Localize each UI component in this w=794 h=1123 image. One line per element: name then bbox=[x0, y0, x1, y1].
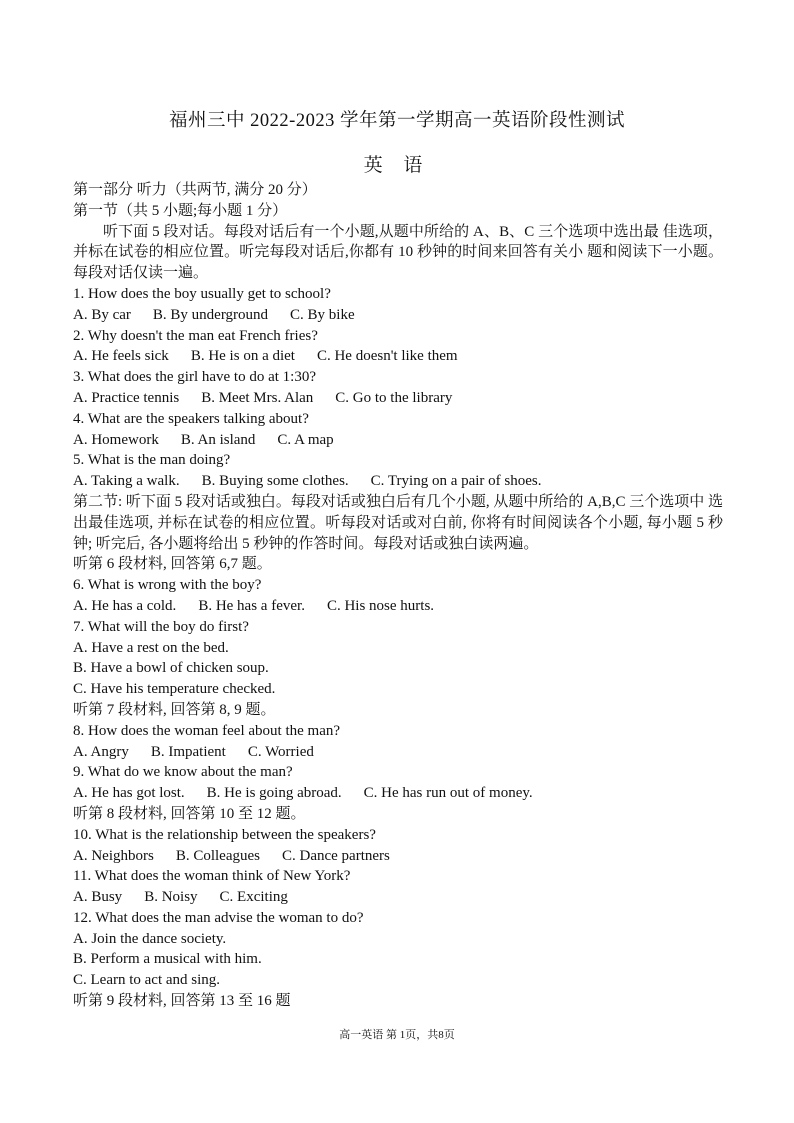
question-options bbox=[73, 783, 723, 804]
question-stem: 7. What will the boy do first? bbox=[73, 618, 249, 635]
question-options bbox=[73, 742, 723, 763]
listening-material-heading: 听第 6 段材料, 回答第 6,7 题。 bbox=[73, 556, 272, 573]
question-stem: 2. Why doesn't the man eat French fries? bbox=[73, 327, 318, 344]
section1-instructions: 听下面 5 段对话。每段对话后有一个小题,从题中所给的 A、B、C 三个选项中选出最 佳选项，并标在试卷的相应位置。听完每段对话后,你都有 10 秒钟的时间来回答有关小 题和阅读下一小题。每段对话仅读一遍。 bbox=[73, 223, 723, 282]
question-stem: 6. What is wrong with the boy? bbox=[73, 577, 262, 594]
option-b: B. Buying some clothes. bbox=[201, 473, 349, 490]
question-options bbox=[73, 305, 723, 326]
option-b: B. Perform a musical with him. bbox=[73, 951, 262, 968]
option-a: A. Angry bbox=[73, 743, 129, 760]
section1-heading: 第一节（共 5 小题;每小题 1 分） bbox=[73, 202, 288, 219]
question-stem: 5. What is the man doing? bbox=[73, 452, 231, 469]
listening-material-heading: 听第 8 段材料, 回答第 10 至 12 题。 bbox=[73, 805, 306, 822]
question-options bbox=[73, 846, 723, 867]
option-b: B. An island bbox=[180, 431, 256, 448]
option-a: A. Busy bbox=[73, 889, 123, 906]
option-c: C. Dance partners bbox=[281, 847, 390, 864]
option-a: A. Have a rest on the bed. bbox=[73, 639, 229, 656]
listening-material-heading: 听第 9 段材料, 回答第 13 至 16 题 bbox=[73, 993, 291, 1010]
question-stem: 1. How does the boy usually get to school? bbox=[73, 285, 331, 302]
option-a: A. He has got lost. bbox=[73, 785, 185, 802]
option-b: B. Meet Mrs. Alan bbox=[201, 389, 314, 406]
option-c: C. Exciting bbox=[219, 889, 288, 906]
question-stem: 12. What does the man advise the woman to do? bbox=[73, 909, 364, 926]
question-stem: 3. What does the girl have to do at 1:30? bbox=[73, 369, 316, 386]
option-b: B. Colleagues bbox=[175, 847, 260, 864]
question-options bbox=[73, 388, 723, 409]
option-a: A. He feels sick bbox=[73, 348, 169, 365]
option-a: A. Join the dance society. bbox=[73, 930, 227, 947]
option-c: C. Worried bbox=[247, 743, 314, 760]
option-b: B. He is on a diet bbox=[190, 348, 295, 365]
question-options bbox=[73, 887, 723, 908]
option-c: C. By bike bbox=[290, 306, 355, 323]
option-b: B. Impatient bbox=[150, 743, 226, 760]
exam-body bbox=[73, 180, 723, 1012]
question-stem: 8. How does the woman feel about the man? bbox=[73, 722, 341, 739]
option-b: B. Noisy bbox=[144, 889, 198, 906]
question-options bbox=[73, 471, 723, 492]
option-c: C. Trying on a pair of shoes. bbox=[370, 473, 542, 490]
option-b: B. He has a fever. bbox=[198, 597, 305, 614]
question-stem: 9. What do we know about the man? bbox=[73, 764, 293, 781]
option-c: C. His nose hurts. bbox=[326, 597, 435, 614]
exam-title: 福州三中 2022-2023 学年第一学期高一英语阶段性测试 bbox=[169, 111, 625, 131]
part1-heading: 第一部分 听力（共两节, 满分 20 分） bbox=[73, 182, 317, 198]
subject-title: 英 语 bbox=[363, 155, 431, 176]
listening-material-heading: 听第 7 段材料, 回答第 8, 9 题。 bbox=[73, 701, 276, 718]
question-options bbox=[73, 596, 723, 617]
question-stem: 10. What is the relationship between the speakers? bbox=[73, 826, 376, 843]
option-a: A. Neighbors bbox=[73, 847, 154, 864]
option-c: C. He has run out of money. bbox=[363, 785, 533, 802]
page-footer: 高一英语 第 1页，共8页 bbox=[339, 1029, 455, 1041]
question-options bbox=[73, 346, 723, 367]
question-stem: 11. What does the woman think of New York? bbox=[73, 868, 351, 885]
option-b: B. By underground bbox=[152, 306, 269, 323]
option-c: C. Learn to act and sing. bbox=[73, 972, 221, 989]
option-a: A. Practice tennis bbox=[73, 389, 180, 406]
question-stem: 4. What are the speakers talking about? bbox=[73, 410, 309, 427]
option-a: A. Homework bbox=[73, 431, 159, 448]
option-b: B. He is going abroad. bbox=[206, 785, 342, 802]
option-b: B. Have a bowl of chicken soup. bbox=[73, 660, 269, 677]
option-a: A. He has a cold. bbox=[73, 597, 177, 614]
question-options bbox=[73, 430, 723, 451]
option-c: C. Have his temperature checked. bbox=[73, 681, 276, 698]
option-c: C. A map bbox=[277, 431, 334, 448]
option-a: A. Taking a walk. bbox=[73, 473, 180, 490]
option-c: C. Go to the library bbox=[335, 389, 453, 406]
section2-instructions: 第二节: 听下面 5 段对话或独白。每段对话或独白后有几个小题, 从题中所给的 A,B,C 三个选项中 选出最佳选项, 并标在试卷的相应位置。听每段对话或对白前, 你将有时间阅读各个小题, 每小题 5 秒钟; 听完后, 各小题将给出 5 秒钟的作答时间。每段对话或独白读两遍。 bbox=[73, 493, 724, 552]
option-a: A. By car bbox=[73, 306, 131, 323]
option-c: C. He doesn't like them bbox=[316, 348, 458, 365]
